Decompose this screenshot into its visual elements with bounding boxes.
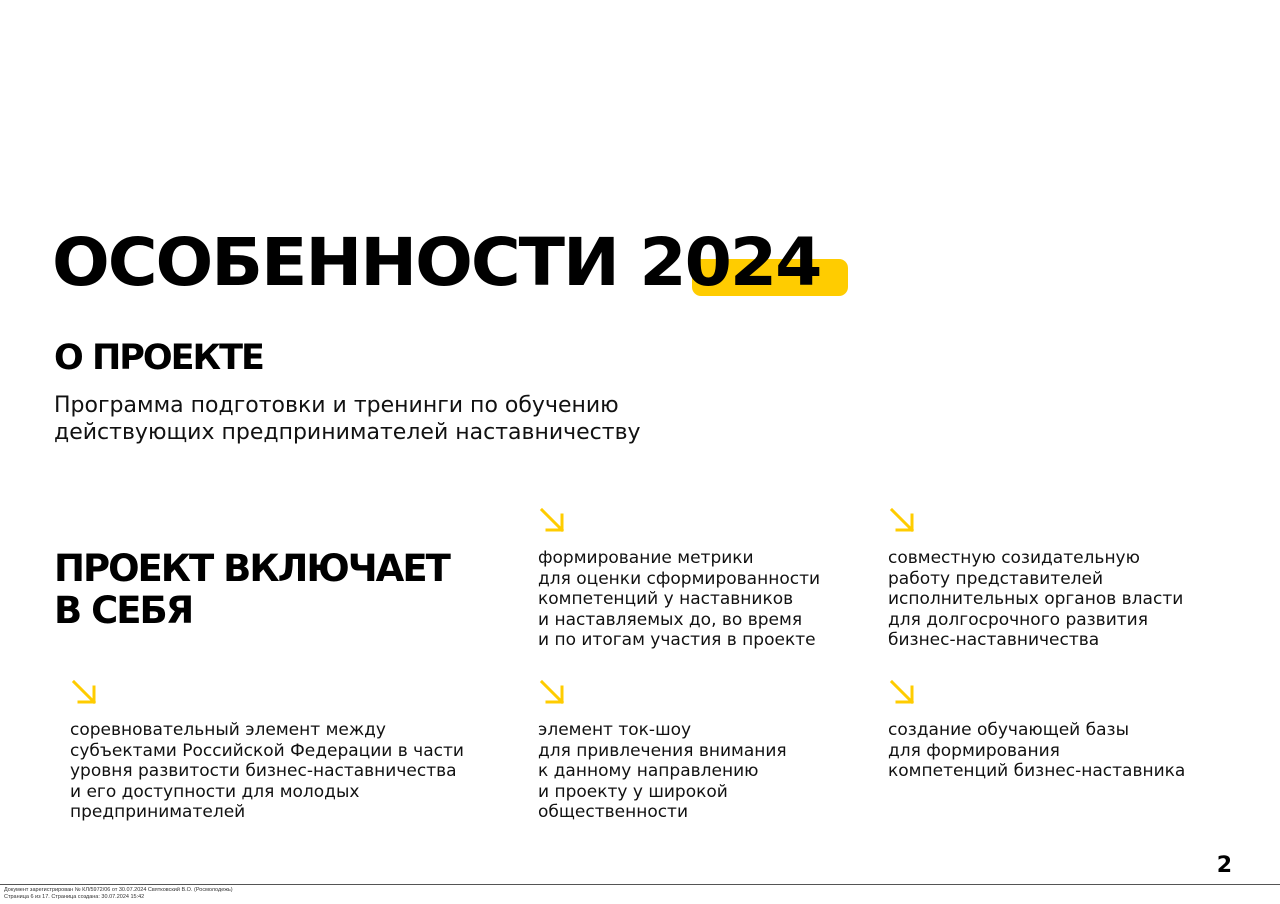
includes-heading (54, 548, 449, 632)
feature-talk-show (538, 678, 918, 823)
about-heading: О ПРОЕКТЕ (54, 338, 263, 378)
title-block (52, 226, 872, 306)
page-number: 2 (1216, 853, 1232, 878)
feature-training-base (888, 678, 1268, 782)
about-description: Программа подготовки и тренинги по обучению действующих предпринимателей наставничеству (54, 393, 641, 445)
feature-collaboration-text: совместную созидательную работу представителей исполнительных органов власти для долгосрочного развития бизнес-наставничества (888, 548, 1184, 650)
footer-divider (0, 884, 1280, 885)
feature-collaboration (888, 506, 1268, 651)
includes-heading-line-2: В СЕБЯ (54, 589, 193, 632)
registration-stamp-line-2: Страница 6 из 17. Страница создана: 30.07.2024 15:42 (4, 894, 145, 900)
feature-metrics-text: формирование метрики для оценки сформированности компетенций у наставников и наставляемых до, во время и по итогам участия в проекте (538, 548, 821, 650)
arrow-down-right-icon (538, 506, 568, 536)
page-title: ОСОБЕННОСТИ 2024 (52, 224, 821, 301)
includes-heading-line-1: ПРОЕКТ ВКЛЮЧАЕТ (54, 547, 449, 590)
feature-competition-text: соревновательный элемент между субъектами Российской Федерации в части уровня развитости бизнес-наставничества и его доступности для молодых предпринимателей (70, 720, 464, 822)
feature-competition (70, 678, 490, 823)
arrow-down-right-icon (888, 506, 918, 536)
registration-stamp-line-1: Документ зарегистрирован № КЛ/5972/06 от 30.07.2024 Святковский В.О. (Росмолодежь) (4, 887, 233, 893)
feature-metrics (538, 506, 918, 651)
feature-talk-show-text: элемент ток-шоу для привлечения внимания к данному направлению и проекту у широкой общественности (538, 720, 787, 822)
arrow-down-right-icon (888, 678, 918, 708)
arrow-down-right-icon (538, 678, 568, 708)
feature-training-base-text: создание обучающей базы для формирования компетенций бизнес-наставника (888, 720, 1186, 781)
arrow-down-right-icon (70, 678, 100, 708)
registration-stamp (4, 887, 233, 901)
